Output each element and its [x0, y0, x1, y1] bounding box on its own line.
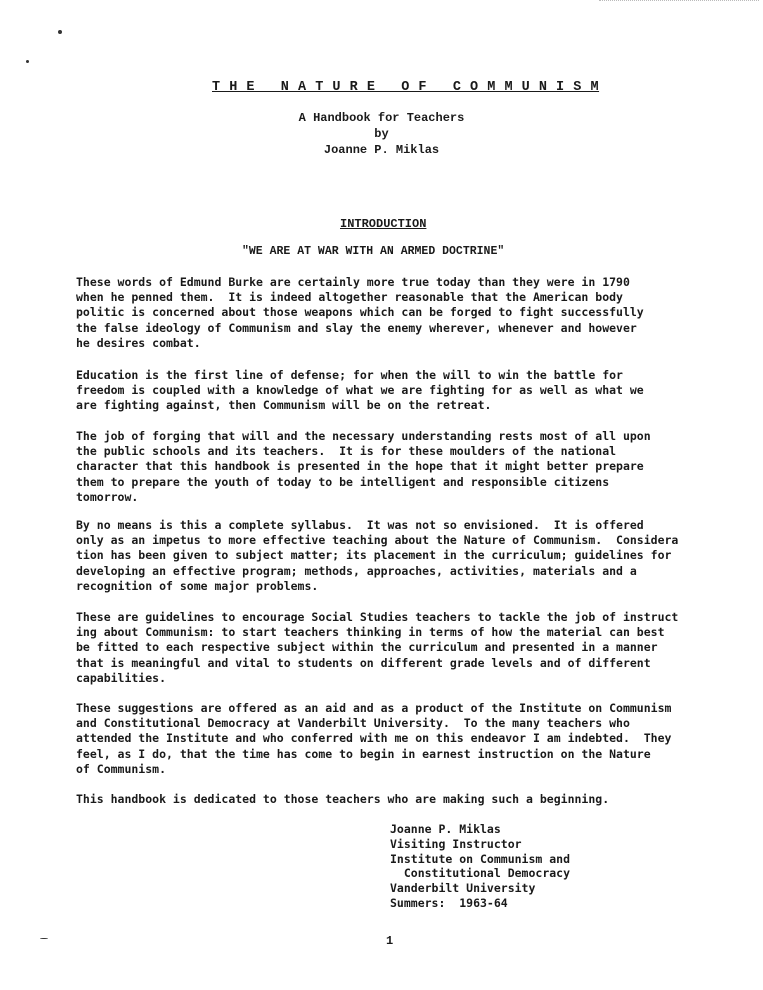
paragraph: By no means is this a complete syllabus. It was not so envisioned. It is offered only as an impetus to more effective teaching about the Nature of Communism. Considera tion has been given to subject matter; its placement in the curriculum; guidelines for developing an effective program; methods, approaches, activities, materials and a recognition of some major problems. — [76, 518, 679, 593]
paragraph: Education is the first line of defense; for when the will to win the battle for freedom is coupled with a knowledge of what we are fighting for as well as what we are fighting against, then Communism will be on the retreat. — [76, 368, 644, 413]
paragraph: These are guidelines to encourage Social Studies teachers to tackle the job of instruct ing about Communism: to start teachers thinking in terms of how the material can best be fitted to each respective subject within the curriculum and presented in a manner that is meaningful and vital to students on different grade levels and of different capabilities. — [76, 610, 679, 685]
paragraph: The job of forging that will and the necessary understanding rests most of all upon the public schools and its teachers. It is for these moulders of the national character that this handbook is presented in the hope that it might better prepare them to prepare the youth of today to be intelligent and responsible citizens tomorrow. — [76, 429, 651, 504]
paragraph: These words of Edmund Burke are certainly more true today than they were in 1790 when he penned them. It is indeed altogether reasonable that the American body politic is concerned about those weapons which can be forged to fight successfully the false ideology of Communism and slay the enemy wherever, whenever and however he desires combat. — [76, 275, 644, 350]
author-name: Joanne P. Miklas — [323, 143, 440, 157]
signature-block: Joanne P. Miklas Visiting Instructor Institute on Communism and Constitutional Democracy Vanderbilt University Summers: 1963-64 — [390, 822, 571, 910]
scan-speck — [58, 30, 62, 34]
scan-speck — [40, 938, 48, 939]
paragraph: These suggestions are offered as an aid and as a product of the Institute on Communism and Constitutional Democracy at Vanderbilt University. To the many teachers who attended the Institute and who conferred with me on this endeavor I am indebted. They feel, as I do, that the time has come to begin in earnest instruction on the Nature of Communism. — [76, 701, 672, 776]
scan-speck — [26, 60, 29, 63]
section-quote: "WE ARE AT WAR WITH AN ARMED DOCTRINE" — [242, 245, 505, 258]
byline-by: by — [374, 127, 389, 141]
page-number: 1 — [386, 934, 394, 948]
section-heading: INTRODUCTION — [340, 217, 427, 231]
scan-edge-artifact — [599, 0, 759, 3]
document-title: T H E N A T U R E O F C O M M U N I S M — [212, 80, 600, 95]
paragraph: This handbook is dedicated to those teachers who are making such a beginning. — [76, 792, 610, 806]
document-subtitle: A Handbook for Teachers — [298, 111, 465, 125]
